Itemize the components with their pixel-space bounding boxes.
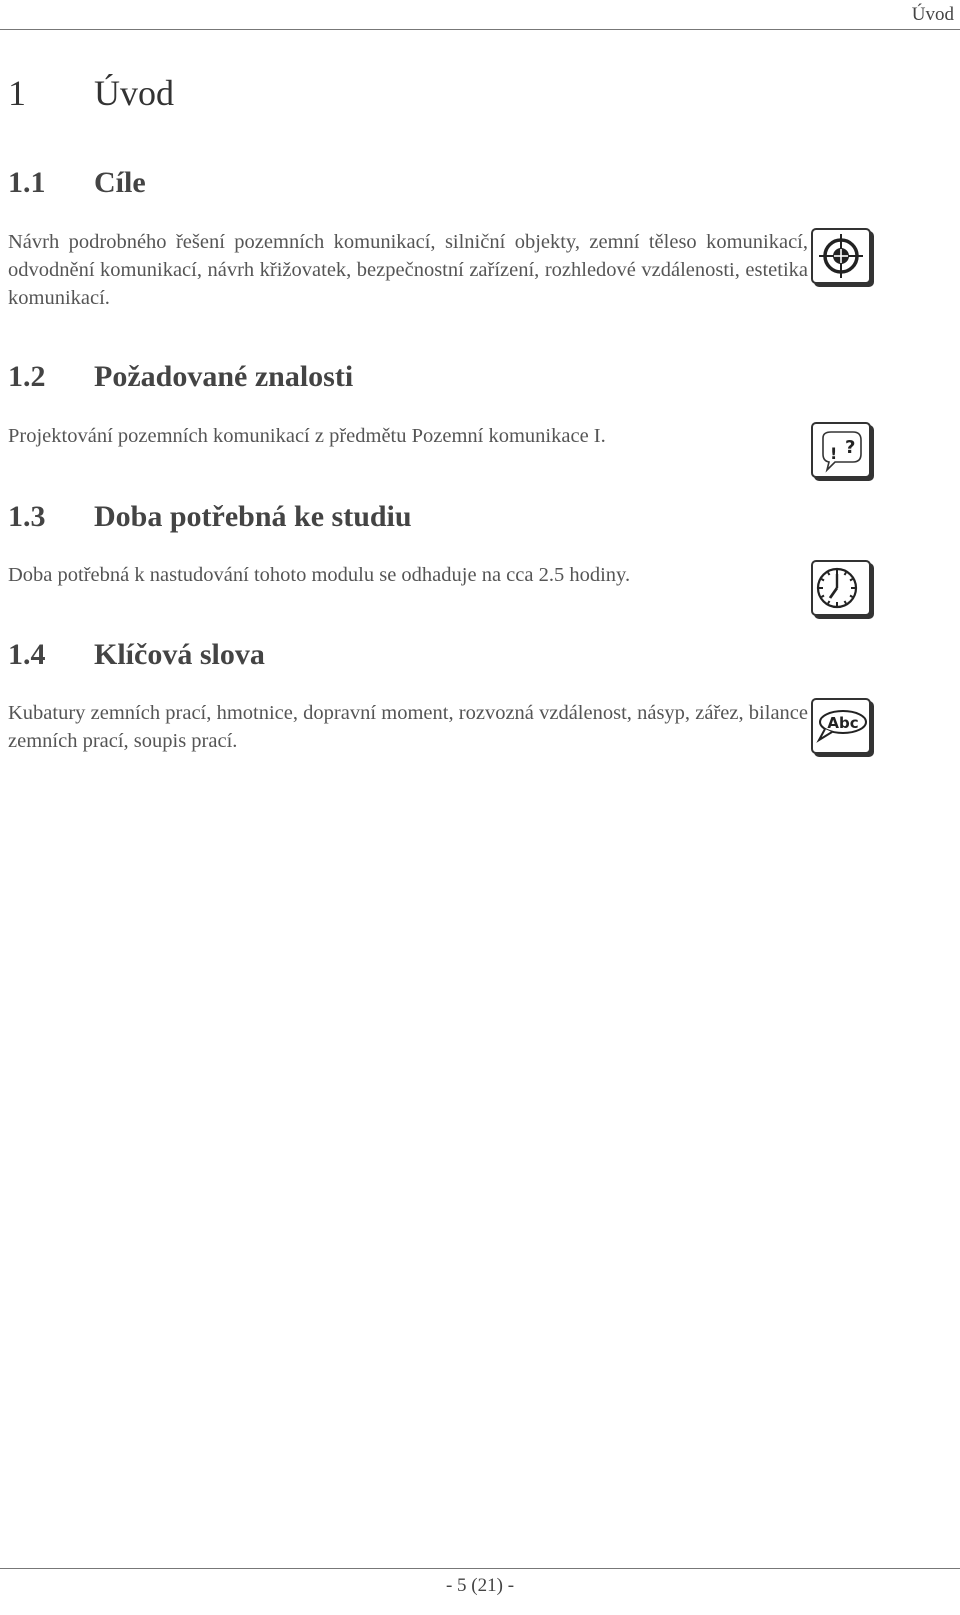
page-number: - 5 (21) - [445, 1575, 515, 1596]
abc-speech-icon [811, 698, 871, 754]
section-heading-goals [8, 166, 146, 200]
section-text-prerequisites: Projektování pozemních komunikací z předmětu Pozemní komunikace I. [8, 425, 606, 447]
section-title: Doba potřebná ke studiu [94, 500, 412, 533]
section-number: 1.4 [8, 638, 46, 671]
running-header: Úvod [911, 4, 954, 25]
clock-icon [811, 560, 871, 616]
section-number: 1.3 [8, 500, 46, 533]
abc-label: Abc [827, 714, 859, 732]
section-text-study-time: Doba potřebná k nastudování tohoto modulu se odhaduje na cca 2.5 hodiny. [8, 564, 631, 586]
chapter-title: Úvod [94, 73, 174, 113]
target-icon [811, 228, 871, 284]
chapter-number: 1 [8, 73, 26, 113]
section-heading-prerequisites [8, 360, 353, 394]
chapter-heading [8, 72, 174, 114]
section-heading-study-time [8, 500, 412, 534]
section-text-keywords: Kubatury zemních prací, hmotnice, dopravní moment, rozvozná vzdálenost, násyp, zářez, bilance zemních prací, soupis prací. [8, 702, 808, 752]
section-title: Cíle [94, 166, 146, 199]
section-heading-keywords [8, 638, 265, 672]
question-exclamation-icon [811, 422, 871, 478]
section-number: 1.2 [8, 360, 46, 393]
svg-text:!: ! [830, 444, 838, 463]
svg-text:?: ? [845, 437, 856, 458]
header-divider [0, 29, 960, 30]
section-number: 1.1 [8, 166, 46, 199]
section-title: Požadované znalosti [94, 360, 354, 393]
section-text-goals: Návrh podrobného řešení pozemních komunikací, silniční objekty, zemní těleso komunikací, odvodnění komunikací, návrh křižovatek, bezpečnostní zařízení, rozhledové vzdálenosti, estetika komunikací. [8, 231, 808, 309]
section-title: Klíčová slova [94, 638, 265, 671]
footer-divider [0, 1568, 960, 1569]
